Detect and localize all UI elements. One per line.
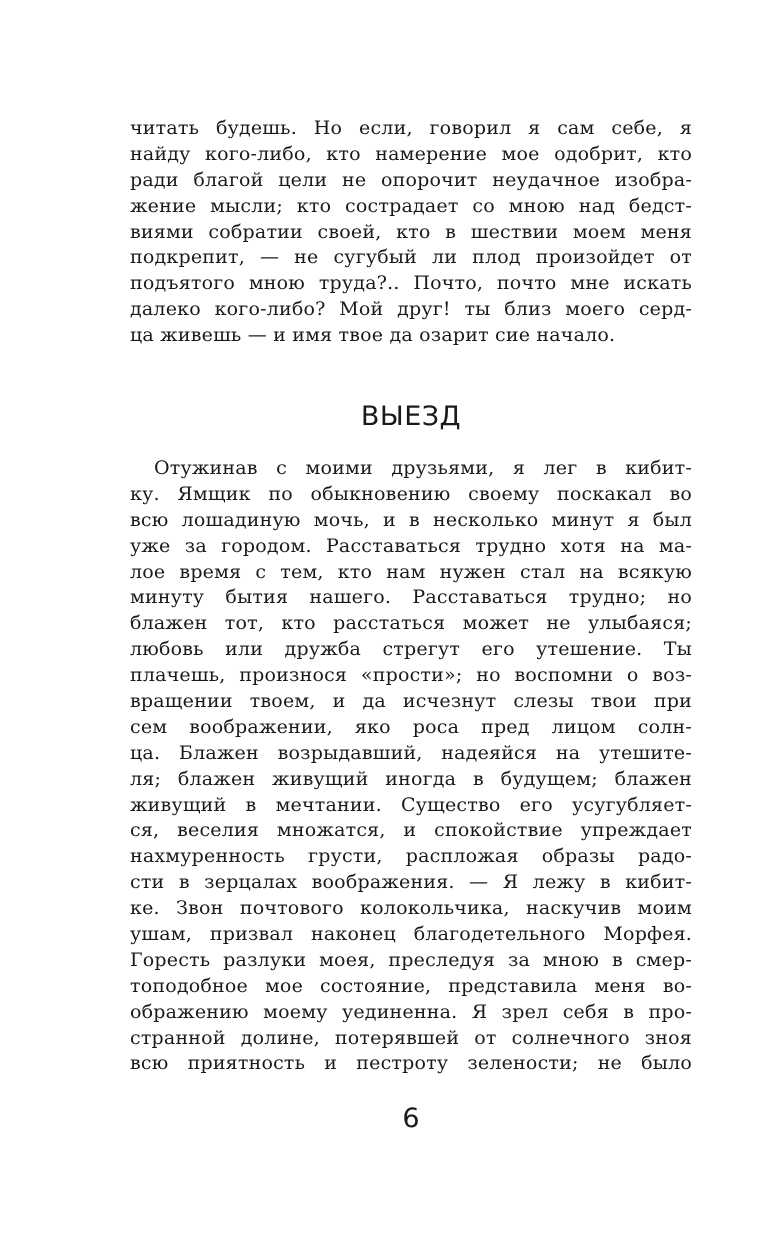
text-line: блажен тот, кто расстаться может не улыбаяся; <box>130 612 692 635</box>
text-line: ца. Блажен возрыдавший, надеяйся на утешите- <box>130 741 692 764</box>
text-line: уже за городом. Расставаться трудно хотя на ма- <box>130 534 692 557</box>
page-number: 6 <box>402 1103 420 1134</box>
text-line: ца живешь — и имя твое да озарит сие начало. <box>130 324 616 347</box>
text-line: подъятого мною труда?.. Почто, почто мне искать <box>130 272 692 295</box>
text-line: ушам, призвал наконец благодетельного Морфея. <box>130 923 692 946</box>
text-line: ради благой цели не опорочит неудачное изобра- <box>130 168 692 191</box>
text-line: ся, веселия множатся, и спокойствие упреждает <box>130 819 692 842</box>
text-line: вращении твоем, и да исчезнут слезы твои при <box>130 690 692 713</box>
text-line: сти в зерцалах воображения. — Я лежу в кибит- <box>130 871 692 894</box>
text-line: ображению моему уединенна. Я зрел себя в про- <box>130 1000 692 1023</box>
main-paragraph <box>130 456 692 1077</box>
text-line: найду кого-либо, кто намерение мое одобрит, кто <box>130 142 692 165</box>
text-line: подкрепит, — не сугубый ли плод произойдет от <box>130 246 692 269</box>
text-line: живущий в мечтании. Существо его усугубляет- <box>130 793 692 816</box>
text-line: всю лошадиную мочь, и в несколько минут я был <box>130 508 692 531</box>
text-line: сем воображении, яко роса пред лицом солн- <box>130 715 692 738</box>
text-line: читать будешь. Но если, говорил я сам себе, я <box>130 117 692 139</box>
text-line: жение мысли; кто сострадает со мною над бедст- <box>130 194 692 217</box>
text-line: минуту бытия нашего. Расставаться трудно; но <box>130 586 692 609</box>
text-line: ке. Звон почтового колокольчика, наскучив моим <box>130 897 692 920</box>
text-line: странной долине, потерявшей от солнечного зноя <box>130 1026 692 1049</box>
text-line: плачешь, произнося «прости»; но воспомни о воз- <box>130 664 692 687</box>
text-line: ля; блажен живущий иногда в будущем; блажен <box>130 767 692 790</box>
text-line: далеко кого-либо? Мой друг! ты близ моего серд- <box>130 298 692 321</box>
text-line: ку. Ямщик по обыкновению своему поскакал во <box>130 482 692 505</box>
text-line: лое время с тем, кто нам нужен стал на всякую <box>130 560 692 583</box>
text-line: топодобное мое состояние, представила меня во- <box>130 974 692 997</box>
text-line: любовь или дружба стрегут его утешение. Ты <box>130 638 692 661</box>
text-line: всю приятность и пестроту зелености; не было <box>130 1052 692 1075</box>
text-line: нахмуренность грусти, распложая образы радо- <box>130 845 692 868</box>
chapter-heading: ВЫЕЗД <box>360 401 462 432</box>
text-line: Отужинав с моими друзьями, я лег в кибит- <box>154 457 692 479</box>
text-line: виями собратии своей, кто в шествии моем меня <box>130 220 692 243</box>
text-line: Горесть разлуки моея, преследуя за мною в смер- <box>130 948 692 971</box>
top-paragraph <box>130 116 692 349</box>
